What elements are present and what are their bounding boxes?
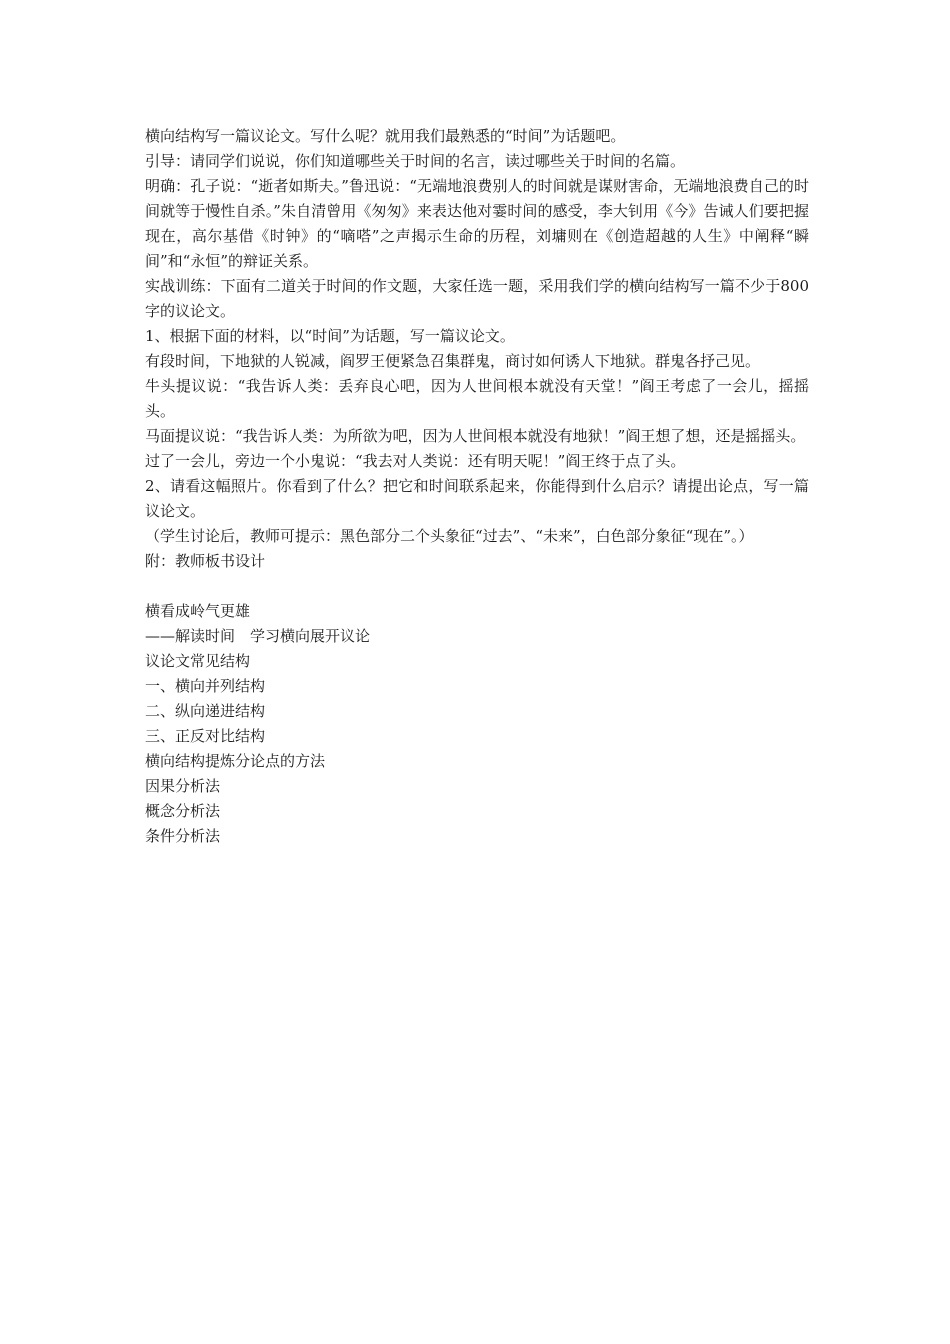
board-line-methods: 横向结构提炼分论点的方法 <box>145 752 326 770</box>
board-line-cause-effect: 因果分析法 <box>145 777 221 795</box>
paragraph-guide: 引导：请同学们说说，你们知道哪些关于时间的名言，读过哪些关于时间的名篇。 <box>145 152 686 170</box>
board-line-parallel: 一、横向并列结构 <box>145 677 266 695</box>
board-line-condition: 条件分析法 <box>145 827 221 845</box>
board-line-structures: 议论文常见结构 <box>145 652 251 670</box>
paragraph-story-2: 牛头提议说：“我告诉人类：丢弃良心吧，因为人世间根本就没有天堂！”阎王考虑了一会儿，摇摇头。 <box>145 377 809 420</box>
paragraph-story-4: 过了一会儿，旁边一个小鬼说：“我去对人类说：还有明天呢！”阎王终于点了头。 <box>145 452 686 470</box>
blank-line <box>145 574 809 599</box>
board-line-progressive: 二、纵向递进结构 <box>145 702 266 720</box>
paragraph-story-3: 马面提议说：“我告诉人类：为所欲为吧，因为人世间根本就没有地狱！”阎王想了想，还是摇摇头。 <box>145 427 806 445</box>
board-subtitle: ——解读时间 学习横向展开议论 <box>145 627 371 645</box>
document-page <box>145 124 809 849</box>
paragraph-appendix: 附：教师板书设计 <box>145 552 266 570</box>
paragraph-clarify: 明确：孔子说：“逝者如斯夫。”鲁迅说：“无端地浪费别人的时间就是谋财害命，无端地浪费自己的时间就等于慢性自杀。”朱自清曾用《匆匆》来表达他对霎时间的感受，李大钊用《今》告诫人们要把握现在，高尔基借《时钟》的“嘀嗒”之声揭示生命的历程，刘墉则在《创造超越的人生》中阐释“瞬间”和“永恒”的辩证关系。 <box>145 177 809 270</box>
paragraph-task-2: 2、请看这幅照片。你看到了什么？把它和时间联系起来，你能得到什么启示？请提出论点，写一篇议论文。 <box>145 477 809 520</box>
board-line-contrast: 三、正反对比结构 <box>145 727 266 745</box>
paragraph-topic: 横向结构写一篇议论文。写什么呢？就用我们最熟悉的“时间”为话题吧。 <box>145 127 626 145</box>
board-line-concept: 概念分析法 <box>145 802 221 820</box>
paragraph-hint: （学生讨论后，教师可提示：黑色部分二个头象征“过去”、“未来”，白色部分象征“现在”。） <box>145 527 754 545</box>
paragraph-practice: 实战训练：下面有二道关于时间的作文题，大家任选一题，采用我们学的横向结构写一篇不少于800字的议论文。 <box>145 277 809 320</box>
paragraph-story-1: 有段时间，下地狱的人锐减，阎罗王便紧急召集群鬼，商讨如何诱人下地狱。群鬼各抒己见。 <box>145 352 761 370</box>
paragraph-task-1: 1、根据下面的材料，以“时间”为话题，写一篇议论文。 <box>145 327 515 345</box>
board-title: 横看成岭气更雄 <box>145 602 251 620</box>
